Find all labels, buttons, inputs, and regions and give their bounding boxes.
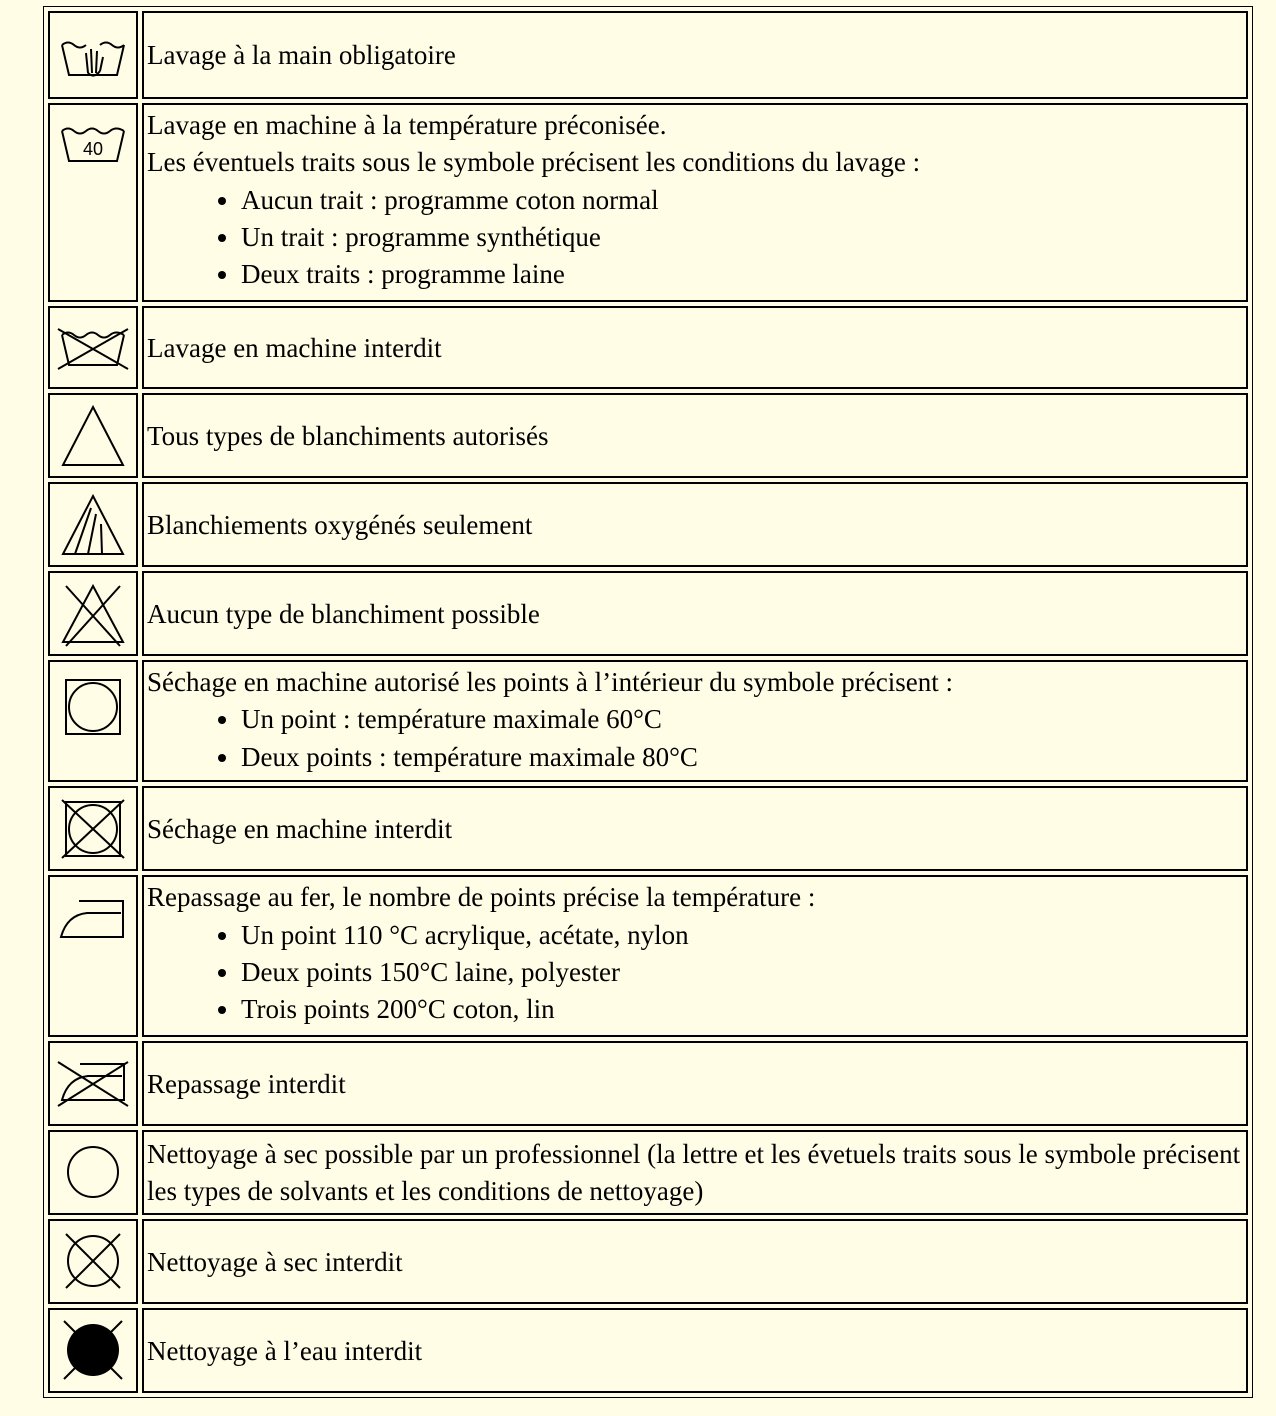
no-tumble-dry-icon <box>60 798 126 860</box>
description-text: Repassage au fer, le nombre de points précise la température : <box>147 882 816 913</box>
bullet-list <box>147 917 1242 1029</box>
description-text: Les éventuels traits sous le symbole précisent les conditions du lavage : <box>147 147 921 178</box>
table-row <box>48 11 1248 99</box>
machine-wash-40-icon <box>58 119 128 169</box>
list-item: • Deux points 150°C laine, polyester <box>241 954 1242 991</box>
description-cell <box>142 660 1248 782</box>
description-cell <box>142 103 1248 302</box>
symbol-cell <box>48 306 138 389</box>
wash-temperature-label: 40 <box>82 139 104 160</box>
no-wet-clean-icon <box>60 1319 126 1381</box>
dry-clean-icon <box>62 1141 124 1203</box>
symbol-cell <box>48 571 138 656</box>
table-row <box>48 482 1248 567</box>
description-text: Blanchiements oxygénés seulement <box>147 510 533 541</box>
description-text: Nettoyage à l’eau interdit <box>147 1335 423 1366</box>
table-row <box>48 875 1248 1037</box>
list-item: • Deux points : température maximale 80°C <box>241 739 1242 776</box>
description-cell <box>142 306 1248 389</box>
symbol-cell <box>48 482 138 567</box>
description-text: Séchage en machine interdit <box>147 814 453 845</box>
list-item: • Un point : température maximale 60°C <box>241 701 1242 738</box>
description-text: Séchage en machine autorisé les points à l’intérieur du symbole précisent : <box>147 667 953 698</box>
table-row <box>48 571 1248 656</box>
description-text: Nettoyage à sec possible par un professionnel (la lettre et les évetuels traits sous le symbole précisent les types de solvants et les conditions de nettoyage) <box>147 1139 1241 1207</box>
table-row <box>48 1219 1248 1304</box>
symbol-cell <box>48 875 138 1037</box>
symbol-cell <box>48 786 138 871</box>
list-item: • Deux traits : programme laine <box>241 256 1242 293</box>
table-row <box>48 1041 1248 1126</box>
description-text: Tous types de blanchiments autorisés <box>147 421 549 452</box>
description-cell <box>142 1219 1248 1304</box>
table-row <box>48 306 1248 389</box>
description-cell <box>142 11 1248 99</box>
description-text: Lavage en machine interdit <box>147 333 442 364</box>
symbol-cell <box>48 660 138 782</box>
list-item: • Aucun trait : programme coton normal <box>241 182 1242 219</box>
symbol-cell <box>48 1219 138 1304</box>
bleach-allowed-icon <box>58 403 128 469</box>
description-cell <box>142 393 1248 478</box>
description-cell <box>142 875 1248 1037</box>
symbol-cell <box>48 11 138 99</box>
description-cell <box>142 1308 1248 1393</box>
no-iron-icon <box>56 1056 130 1110</box>
description-cell <box>142 571 1248 656</box>
no-machine-wash-icon <box>56 323 130 373</box>
table-row <box>48 393 1248 478</box>
symbol-cell <box>48 393 138 478</box>
bullet-list <box>147 182 1242 294</box>
hand-wash-icon <box>58 35 128 85</box>
list-item: • Un trait : programme synthétique <box>241 219 1242 256</box>
table-row <box>48 660 1248 782</box>
oxygen-bleach-icon <box>58 492 128 558</box>
table-row <box>48 1308 1248 1393</box>
bullet-list <box>147 701 1242 776</box>
description-cell <box>142 786 1248 871</box>
description-text: Repassage interdit <box>147 1068 346 1099</box>
no-bleach-icon <box>58 580 128 648</box>
care-symbols-table <box>43 6 1253 1398</box>
description-cell <box>142 482 1248 567</box>
tumble-dry-icon <box>62 676 124 738</box>
symbol-cell <box>48 1308 138 1393</box>
symbol-cell <box>48 103 138 302</box>
list-item: • Un point 110 °C acrylique, acétate, nylon <box>241 917 1242 954</box>
list-item: • Trois points 200°C coton, lin <box>241 991 1242 1028</box>
no-dry-clean-icon <box>60 1230 126 1292</box>
description-text: Nettoyage à sec interdit <box>147 1246 403 1277</box>
symbol-cell <box>48 1130 138 1215</box>
symbol-cell <box>48 1041 138 1126</box>
iron-icon <box>57 893 129 943</box>
description-text: Aucun type de blanchiment possible <box>147 598 540 629</box>
table-row <box>48 1130 1248 1215</box>
table-row <box>48 786 1248 871</box>
description-cell <box>142 1130 1248 1215</box>
description-text: Lavage en machine à la température préconisée. <box>147 110 667 141</box>
description-text: Lavage à la main obligatoire <box>147 40 456 71</box>
description-cell <box>142 1041 1248 1126</box>
table-row <box>48 103 1248 302</box>
